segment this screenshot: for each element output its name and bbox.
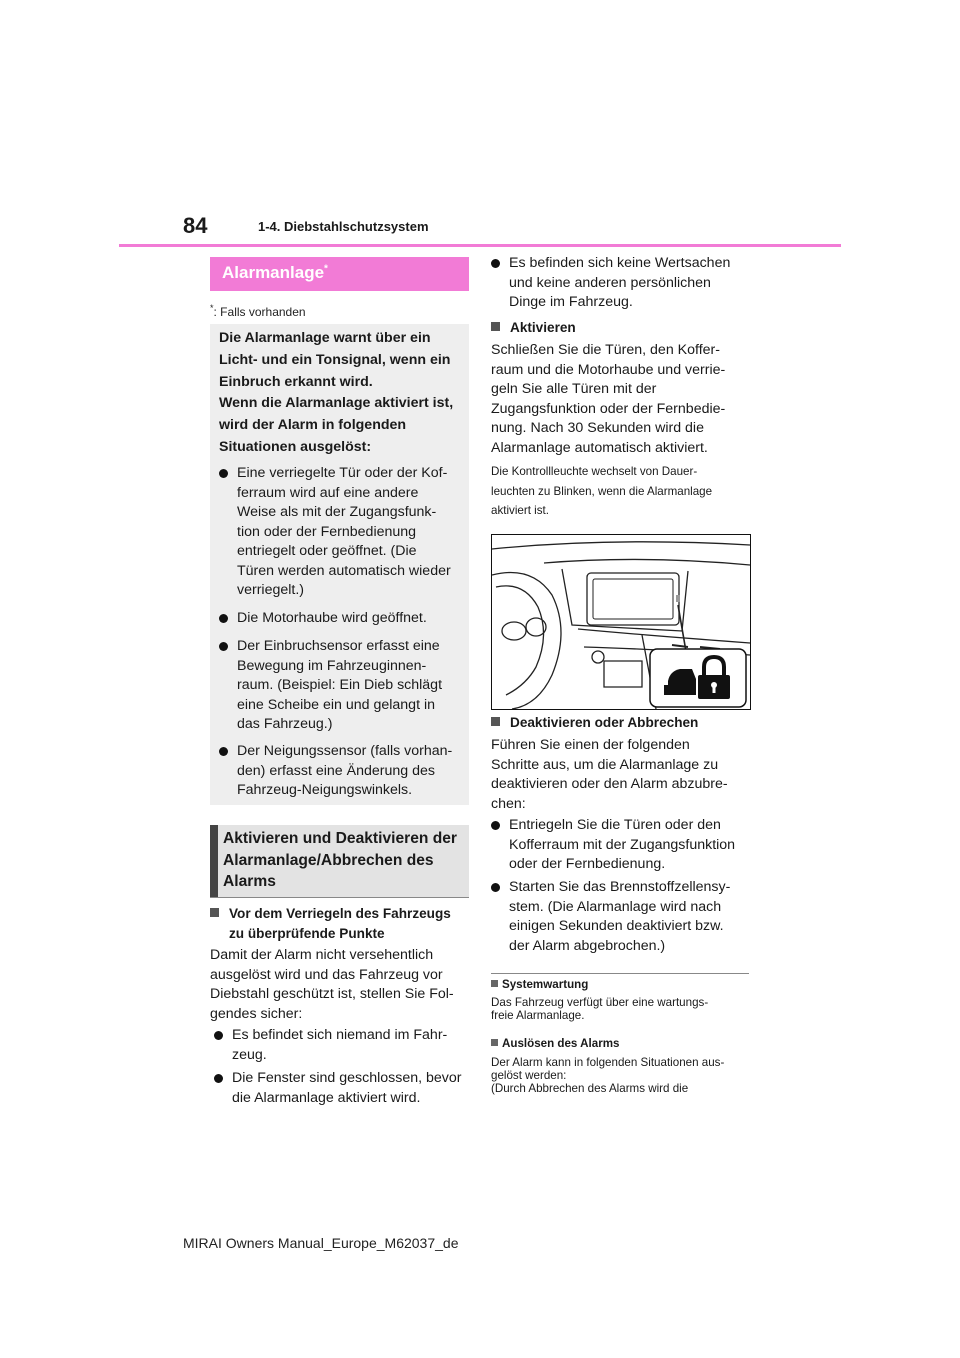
note-text-maintenance: Das Fahrzeug verfügt über eine wartungs- freie Alarmanlage.	[491, 996, 709, 1022]
note-heading-text: Auslösen des Alarms	[502, 1037, 620, 1050]
list-item-text: Der Neigungssensor (falls vorhan- den) erfasst eine Änderung des Fahrzeug-Neigungswinkels.	[237, 743, 453, 798]
activate-heading	[491, 318, 749, 338]
list-item-text: Der Einbruchsensor erfasst eine Bewegung im Fahrzeuginnen- raum. (Beispiel: Ein Dieb schlägt eine Scheibe ein und gelangt in das Fahrzeug.)	[237, 638, 443, 732]
list-item-text: Es befindet sich niemand im Fahr- zeug.	[232, 1027, 448, 1063]
bullet-icon	[214, 1031, 223, 1040]
steering-wheel-inner	[496, 586, 544, 695]
list-item-text: Eine verriegelte Tür oder der Kof- ferraum wird auf eine andere Weise als mit der Zugangsfunk- tion oder der Fernbedienung entriegelt oder geöffnet. (Die Türen werden automatisch wieder verriegelt.)	[237, 465, 451, 598]
check-heading	[210, 904, 469, 944]
dashboard-illustration	[491, 534, 751, 710]
square-bullet-icon	[491, 717, 500, 726]
display-housing	[562, 569, 688, 631]
dashboard-drawing	[492, 535, 750, 709]
header-rule	[119, 244, 841, 247]
list-item	[219, 742, 465, 802]
alarm-section-banner	[210, 257, 469, 291]
check-paragraph: Damit der Alarm nicht versehentlich ausgelöst wird und das Fahrzeug vor Diebstahl geschützt ist, stellen Sie Fol- gendes sicher:	[210, 947, 454, 1022]
console-vent	[604, 661, 642, 687]
footnote-mark: *	[210, 303, 214, 313]
box-lead-1: Die Alarmanlage warnt über ein Licht- und ein Tonsignal, wenn ein Einbruch erkannt wird.	[219, 330, 451, 390]
activate-note: Die Kontrollleuchte wechselt von Dauer- leuchten zu Blinken, wenn die Alarmanlage aktiviert ist.	[491, 465, 713, 517]
note-heading-maintenance	[491, 978, 588, 991]
console-knob	[592, 651, 604, 663]
bullet-icon	[219, 642, 228, 651]
list-item	[214, 1069, 469, 1109]
list-item-text: Starten Sie das Brennstoffzellensy- stem. (Die Alarmanlage wird nach einigen Sekunden deaktiviert bzw. der Alarm abgebrochen.)	[509, 879, 731, 954]
note-heading-text: Systemwartung	[502, 978, 589, 991]
dashboard-top-line	[544, 559, 750, 565]
list-item-text: Die Fenster sind geschlossen, bevor die Alarmanlage aktiviert wird.	[232, 1070, 462, 1106]
activate-section-banner	[210, 825, 469, 898]
alarm-info-box	[210, 324, 469, 805]
bullet-icon	[491, 259, 500, 268]
bullet-icon	[491, 883, 500, 892]
alarm-title-mark: *	[324, 263, 328, 275]
deactivate-heading	[491, 713, 749, 733]
list-item	[219, 637, 465, 735]
square-bullet-icon	[491, 980, 498, 987]
bullet-icon	[219, 469, 228, 478]
list-item	[219, 464, 465, 600]
alarm-indicator-icon	[650, 649, 746, 707]
list-item	[491, 816, 749, 876]
list-item-text: Entriegeln Sie die Türen oder den Kofferraum mit der Zugangsfunktion oder der Fernbedienung.	[509, 817, 736, 872]
footnote-text: : Falls vorhanden	[213, 305, 306, 319]
list-item	[491, 254, 749, 314]
list-item-text: Die Motorhaube wird geöffnet.	[237, 610, 427, 626]
list-item	[491, 878, 749, 958]
note-text-trigger: Der Alarm kann in folgenden Situationen aus- gelöst werden: (Durch Abbrechen des Alarms wird die	[491, 1056, 725, 1095]
center-display-outline	[587, 573, 679, 625]
bullet-icon	[219, 614, 228, 623]
dash-line-1	[578, 629, 750, 643]
bullet-icon	[219, 747, 228, 756]
indicator-light	[676, 595, 680, 602]
list-item	[219, 609, 465, 629]
activate-section-title: Aktivieren und Deaktivieren der Alarmanlage/Abbrechen des Alarms	[223, 830, 457, 890]
bullet-icon	[214, 1074, 223, 1083]
steering-button-left	[502, 622, 526, 640]
deactivate-heading-text: Deaktivieren oder Abbrechen	[510, 715, 699, 730]
deactivate-paragraph: Führen Sie einen der folgenden Schritte aus, um die Alarmanlage zu deaktivieren oder den Alarm abzubre- chen:	[491, 737, 728, 812]
activate-paragraph: Schließen Sie die Türen, den Koffer- raum und die Motorhaube und verrie- geln Sie alle Türen mit der Zugangsfunktion oder der Fernbedie- nung. Nach 30 Sekunden wird die Alarmanlage automatisch aktiviert.	[491, 342, 726, 456]
footer-manual-id: MIRAI Owners Manual_Europe_M62037_de	[183, 1235, 459, 1251]
list-item-text: Es befinden sich keine Wertsachen und keine anderen persönlichen Dinge im Fahrzeug.	[509, 255, 731, 310]
square-bullet-icon	[491, 1039, 498, 1046]
footnote	[210, 303, 306, 319]
page-number: 84	[183, 213, 208, 238]
banner-accent-bar	[210, 825, 218, 897]
alarm-title-text: Alarmanlage	[222, 263, 325, 282]
check-heading-text: Vor dem Verriegeln des Fahrzeugs zu überprüfende Punkte	[229, 906, 451, 941]
activate-heading-text: Aktivieren	[510, 320, 576, 335]
square-bullet-icon	[210, 908, 219, 917]
list-item	[214, 1026, 469, 1066]
section-header: 1-4. Diebstahlschutzsystem	[258, 219, 429, 234]
square-bullet-icon	[491, 322, 500, 331]
notes-separator	[491, 973, 749, 974]
windshield-line	[492, 542, 750, 549]
note-heading-trigger	[491, 1037, 619, 1050]
bullet-icon	[491, 821, 500, 830]
center-display-screen	[593, 579, 673, 619]
alarm-section-title	[222, 263, 328, 283]
box-lead-2: Wenn die Alarmanlage aktiviert ist, wird der Alarm in folgenden Situationen ausgelöst:	[219, 395, 454, 455]
